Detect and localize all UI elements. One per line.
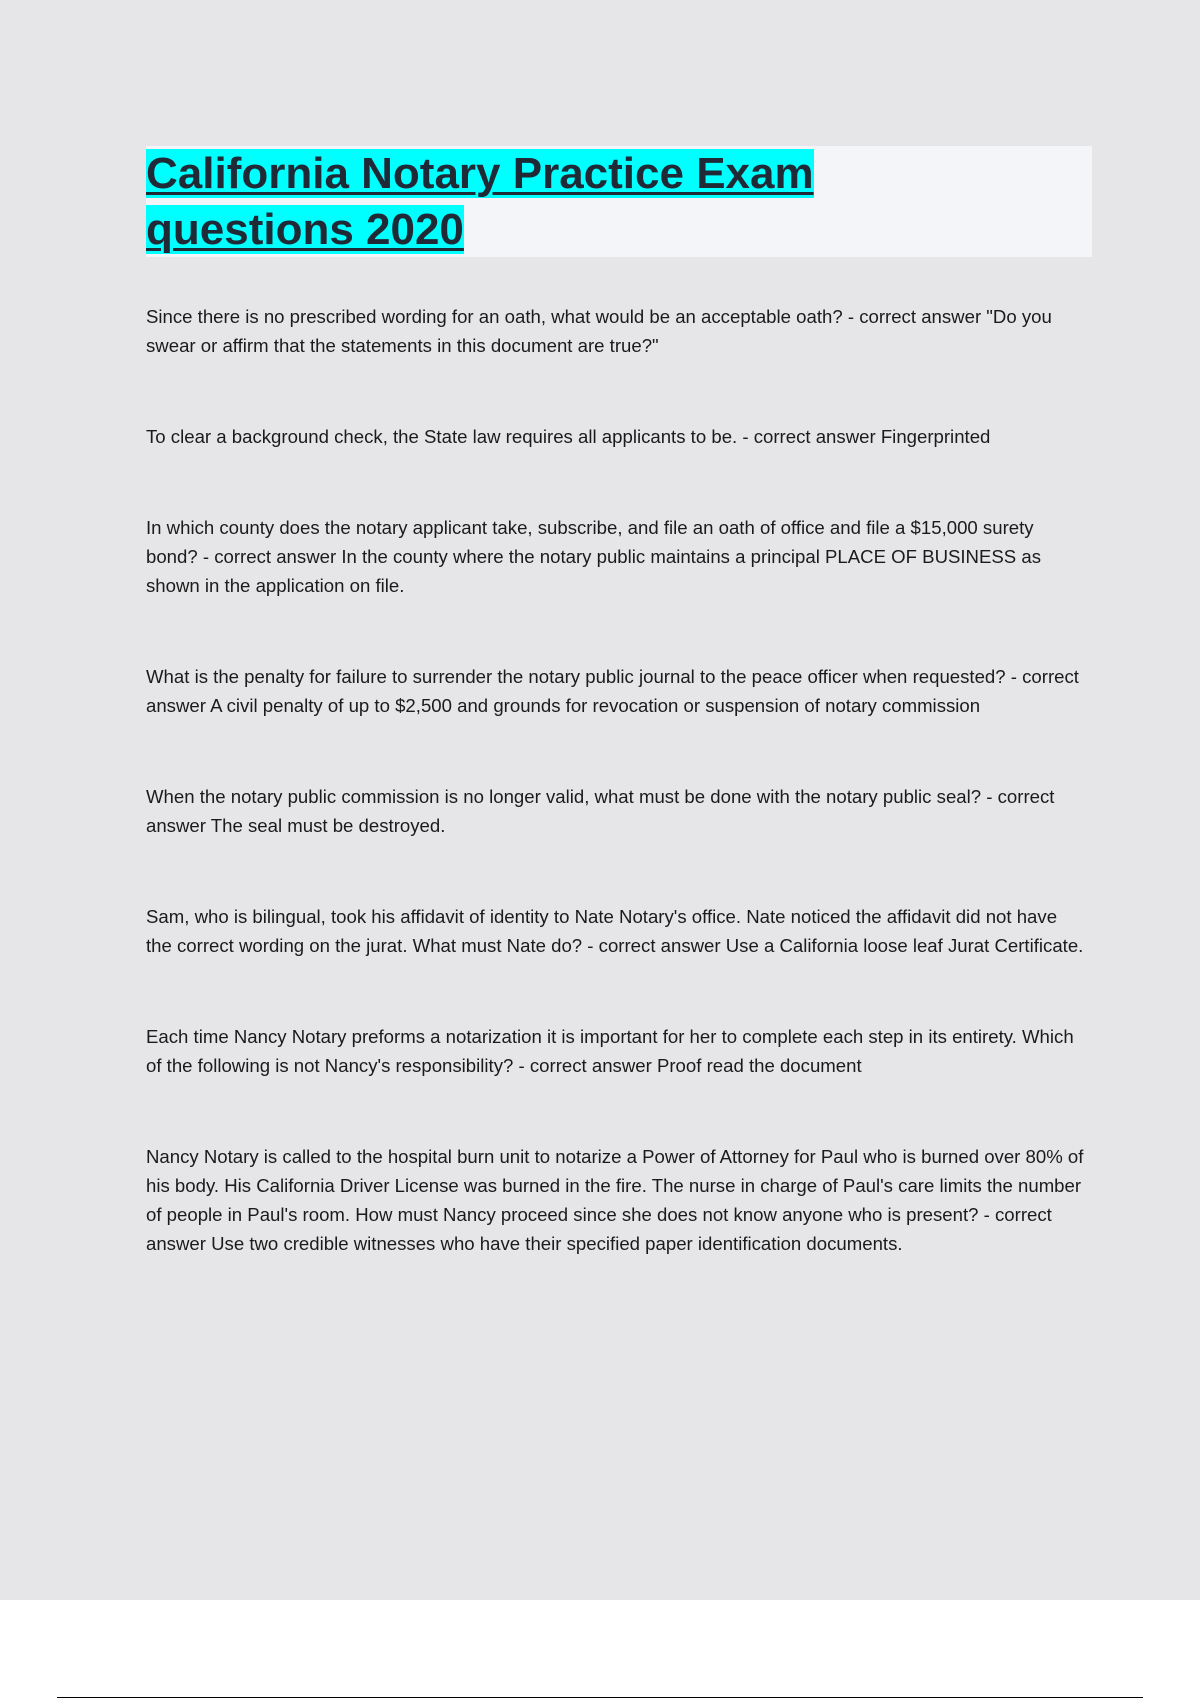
question-answer-8: Nancy Notary is called to the hospital burn unit to notarize a Power of Attorney for Paul who is burned over 80% of his body. His California Driver License was burned in the fire. The nurse in charge of Paul's care limits the number of people in Paul's room. How must Nancy proceed since she does not know anyone who is present? - correct answer Use two credible witnesses who have their specified paper identification documents. (146, 1146, 1084, 1254)
page-title (146, 146, 906, 258)
question-answer-4: What is the penalty for failure to surrender the notary public journal to the peace officer when requested? - correct answer A civil penalty of up to $2,500 and grounds for revocation or suspension of notary commission (146, 666, 1079, 716)
question-answer-2: To clear a background check, the State law requires all applicants to be. - correct answer Fingerprinted (146, 426, 991, 447)
question-answer-7: Each time Nancy Notary preforms a notarization it is important for her to complete each step in its entirety. Which of the following is not Nancy's responsibility? - correct answer Proof read the document (146, 1026, 1074, 1076)
question-answer-6: Sam, who is bilingual, took his affidavit of identity to Nate Notary's office. Nate noticed the affidavit did not have the correct wording on the jurat. What must Nate do? - correct answer Use a California loose leaf Jurat Certificate. (146, 906, 1084, 956)
question-answer-5: When the notary public commission is no longer valid, what must be done with the notary public seal? - correct answer The seal must be destroyed. (146, 786, 1055, 836)
page-title-text: California Notary Practice Exam questions 2020 (146, 149, 814, 254)
question-answer-1: Since there is no prescribed wording for an oath, what would be an acceptable oath? - correct answer "Do you swear or affirm that the statements in this document are true?" (146, 306, 1052, 356)
title-block (146, 146, 1092, 257)
question-list (146, 302, 1086, 1258)
question-answer-3: In which county does the notary applicant take, subscribe, and file an oath of office and file a $15,000 surety bond? - correct answer In the county where the notary public maintains a principal PLACE OF BUSINESS as shown in the application on file. (146, 517, 1041, 596)
footer-divider (57, 1697, 1143, 1698)
